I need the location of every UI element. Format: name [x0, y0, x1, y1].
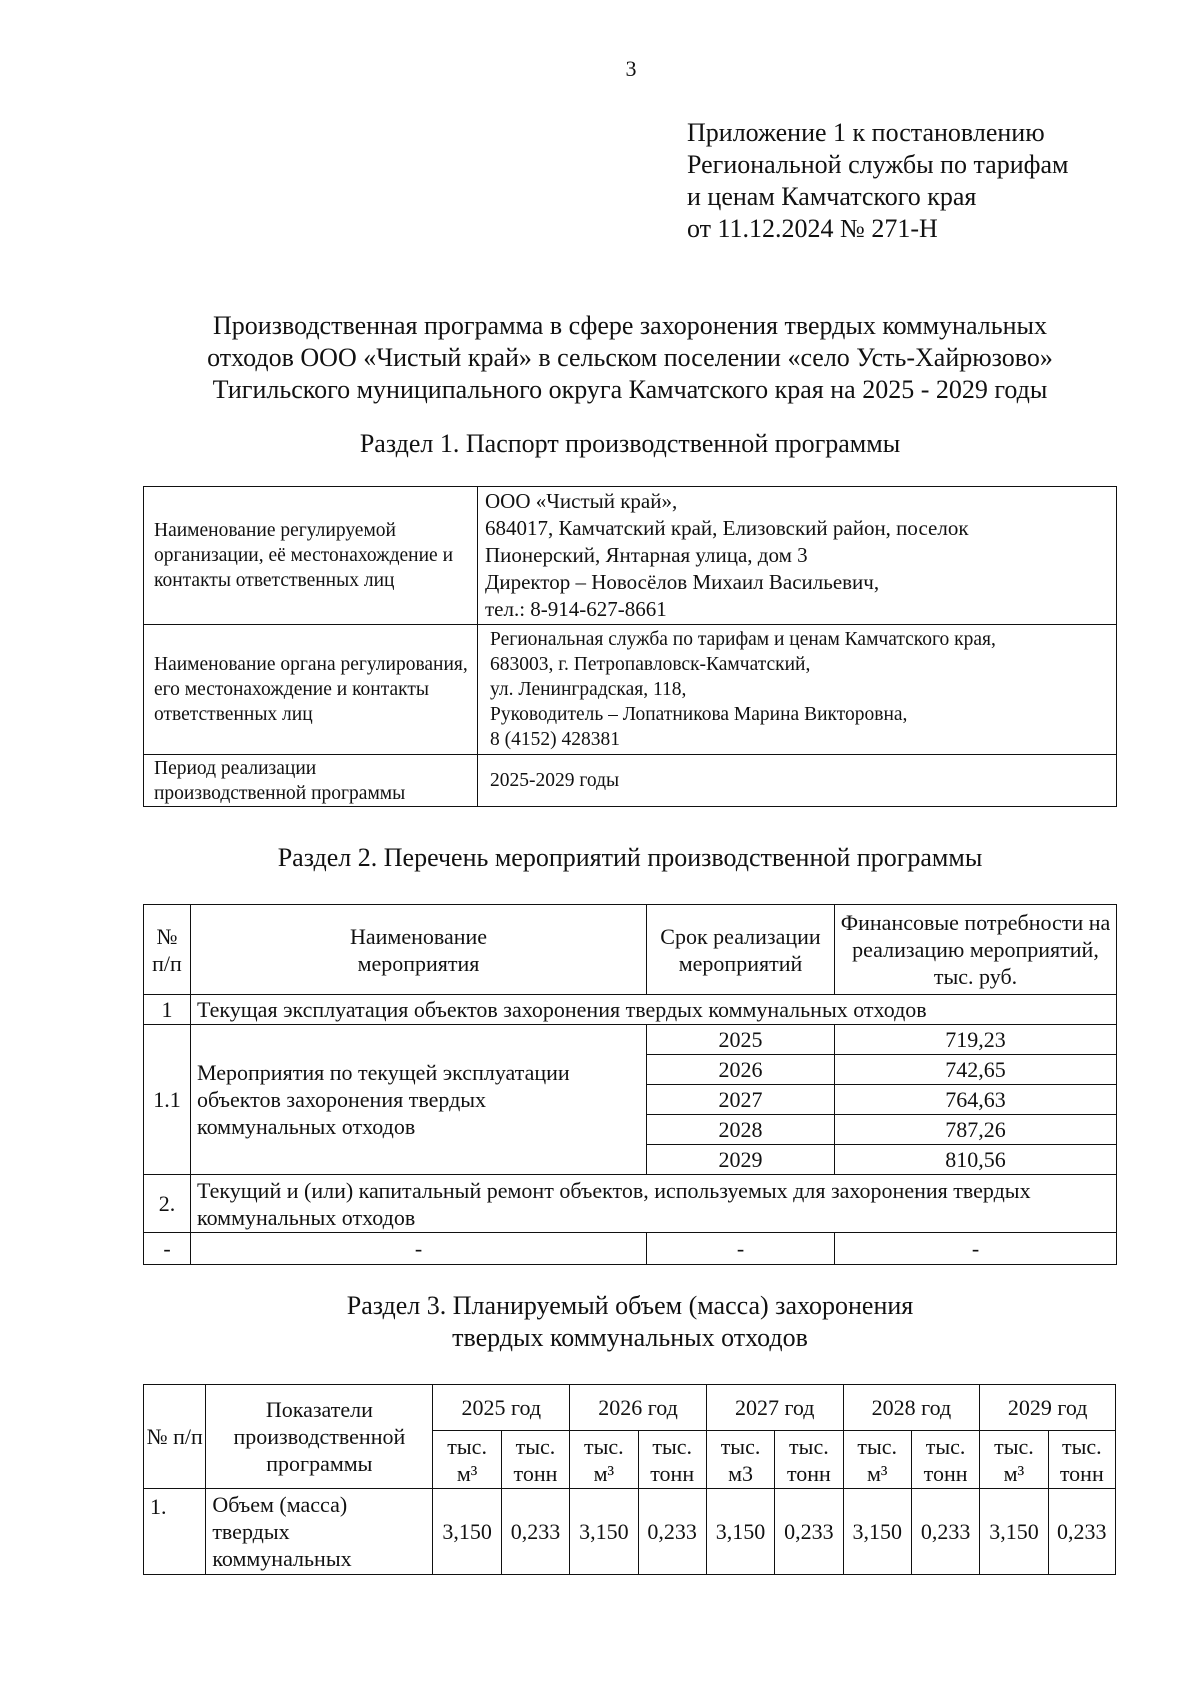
- col-header-term: Срок реализации мероприятий: [647, 905, 835, 995]
- value-line: Руководитель – Лопатникова Марина Викторовна,: [490, 704, 908, 725]
- value-line: 684017, Камчатский край, Елизовский район, поселок: [485, 516, 969, 540]
- volume-value: 3,150: [570, 1489, 638, 1575]
- heading-line: твердых коммунальных отходов: [452, 1323, 808, 1352]
- finance-amount: 742,65: [835, 1055, 1117, 1085]
- appendix-line: Приложение 1 к постановлению: [687, 118, 1045, 147]
- unit-header: тыс. тонн: [501, 1431, 569, 1489]
- finance-amount: 764,63: [835, 1085, 1117, 1115]
- row-num: 1.1: [144, 1025, 191, 1175]
- value-line: ООО «Чистый край»,: [485, 489, 678, 513]
- row-num: 2.: [144, 1175, 191, 1233]
- col-header-year: 2028 год: [843, 1385, 980, 1431]
- term-year: 2025: [647, 1025, 835, 1055]
- unit-header: тыс. м³: [980, 1431, 1048, 1489]
- passport-label: Период реализации производственной программы: [144, 755, 478, 807]
- col-header-year: 2029 год: [980, 1385, 1116, 1431]
- col-header-indicator: Показатели производственной программы: [206, 1385, 433, 1489]
- term-year: 2026: [647, 1055, 835, 1085]
- row-num: 1: [144, 995, 191, 1025]
- unit-header: тыс. м³: [570, 1431, 638, 1489]
- col-header-year: 2025 год: [433, 1385, 570, 1431]
- mass-value: 0,233: [911, 1489, 979, 1575]
- col-header-year: 2027 год: [706, 1385, 843, 1431]
- table-row: [144, 755, 1117, 807]
- mass-value: 0,233: [1048, 1489, 1115, 1575]
- table-row: [144, 487, 1117, 625]
- table-row: [144, 995, 1117, 1025]
- value-line: тел.: 8-914-627-8661: [485, 597, 667, 621]
- col-header-year: 2026 год: [570, 1385, 707, 1431]
- volume-value: 3,150: [980, 1489, 1048, 1575]
- passport-label: Наименование органа регулирования, его местонахождение и контакты ответственных лиц: [144, 625, 478, 755]
- value-line: 8 (4152) 428381: [490, 729, 620, 750]
- dash-cell: -: [647, 1233, 835, 1265]
- col-header-name: Наименование мероприятия: [191, 905, 647, 995]
- term-year: 2028: [647, 1115, 835, 1145]
- unit-header: тыс. тонн: [1048, 1431, 1115, 1489]
- group-title: Текущая эксплуатация объектов захоронения твердых коммунальных отходов: [191, 995, 1117, 1025]
- passport-value: [478, 487, 1117, 625]
- term-year: 2029: [647, 1145, 835, 1175]
- table-row: [144, 1175, 1117, 1233]
- appendix-line: и ценам Камчатского края: [687, 182, 977, 211]
- col-header-num: № п/п: [144, 905, 191, 995]
- page-number: 3: [625, 56, 637, 81]
- title-line: Производственная программа в сфере захоронения твердых коммунальных: [213, 311, 1047, 340]
- value-line: 683003, г. Петропавловск-Камчатский,: [490, 654, 811, 675]
- heading-line: Раздел 3. Планируемый объем (масса) захоронения: [346, 1291, 914, 1320]
- dash-cell: -: [835, 1233, 1117, 1265]
- section2-heading: Раздел 2. Перечень мероприятий производственной программы: [277, 843, 983, 872]
- title-line: Тигильского муниципального округа Камчатского края на 2025 - 2029 годы: [212, 375, 1048, 404]
- mass-value: 0,233: [775, 1489, 843, 1575]
- activity-name: Мероприятия по текущей эксплуатации объектов захоронения твердых коммунальных отходов: [191, 1025, 647, 1175]
- table-row: [144, 625, 1117, 755]
- activities-table: [143, 904, 1117, 1265]
- title-line: отходов ООО «Чистый край» в сельском поселении «село Усть-Хайрюзово»: [207, 343, 1053, 372]
- row-num: 1.: [144, 1489, 206, 1575]
- section1-heading: Раздел 1. Паспорт производственной программы: [359, 429, 901, 458]
- appendix-line: Региональной службы по тарифам: [687, 150, 1069, 179]
- table-row: [144, 1489, 1116, 1575]
- table-header-row: [144, 1385, 1116, 1431]
- unit-header: тыс. тонн: [638, 1431, 706, 1489]
- value-line: Пионерский, Янтарная улица, дом 3: [485, 543, 808, 567]
- appendix-note: [687, 117, 1068, 245]
- dash-cell: -: [144, 1233, 191, 1265]
- value-line: Директор – Новосёлов Михаил Васильевич,: [485, 570, 880, 594]
- appendix-line: от 11.12.2024 № 271-Н: [687, 214, 938, 243]
- table-header-row: [144, 905, 1117, 995]
- table-row: [144, 1025, 1117, 1055]
- group-title: Текущий и (или) капитальный ремонт объектов, используемых для захоронения твердых коммунальных отходов: [191, 1175, 1117, 1233]
- value-line: ул. Ленинградская, 118,: [490, 679, 687, 700]
- unit-header: тыс. м³: [433, 1431, 501, 1489]
- table-row: [144, 1233, 1117, 1265]
- passport-label: Наименование регулируемой организации, её местонахождение и контакты ответственных лиц: [144, 487, 478, 625]
- volume-value: 3,150: [433, 1489, 501, 1575]
- volume-value: 3,150: [843, 1489, 911, 1575]
- passport-value: [478, 625, 1117, 755]
- mass-value: 0,233: [501, 1489, 569, 1575]
- indicator-name: Объем (масса) твердых коммунальных: [206, 1489, 433, 1575]
- finance-amount: 810,56: [835, 1145, 1117, 1175]
- unit-header: тыс. м3: [706, 1431, 774, 1489]
- document-title: [100, 310, 1160, 406]
- term-year: 2027: [647, 1085, 835, 1115]
- unit-header: тыс. м³: [843, 1431, 911, 1489]
- passport-table: [143, 486, 1117, 807]
- col-header-finance: Финансовые потребности на реализацию мероприятий, тыс. руб.: [835, 905, 1117, 995]
- volume-value: 3,150: [706, 1489, 774, 1575]
- unit-header: тыс. тонн: [775, 1431, 843, 1489]
- col-header-num: № п/п: [144, 1385, 206, 1489]
- section3-heading: [100, 1290, 1160, 1354]
- passport-value: 2025-2029 годы: [478, 755, 1117, 807]
- finance-amount: 787,26: [835, 1115, 1117, 1145]
- value-line: Региональная служба по тарифам и ценам Камчатского края,: [490, 629, 996, 650]
- finance-amount: 719,23: [835, 1025, 1117, 1055]
- volume-table: [143, 1384, 1116, 1575]
- unit-header: тыс. тонн: [911, 1431, 979, 1489]
- mass-value: 0,233: [638, 1489, 706, 1575]
- dash-cell: -: [191, 1233, 647, 1265]
